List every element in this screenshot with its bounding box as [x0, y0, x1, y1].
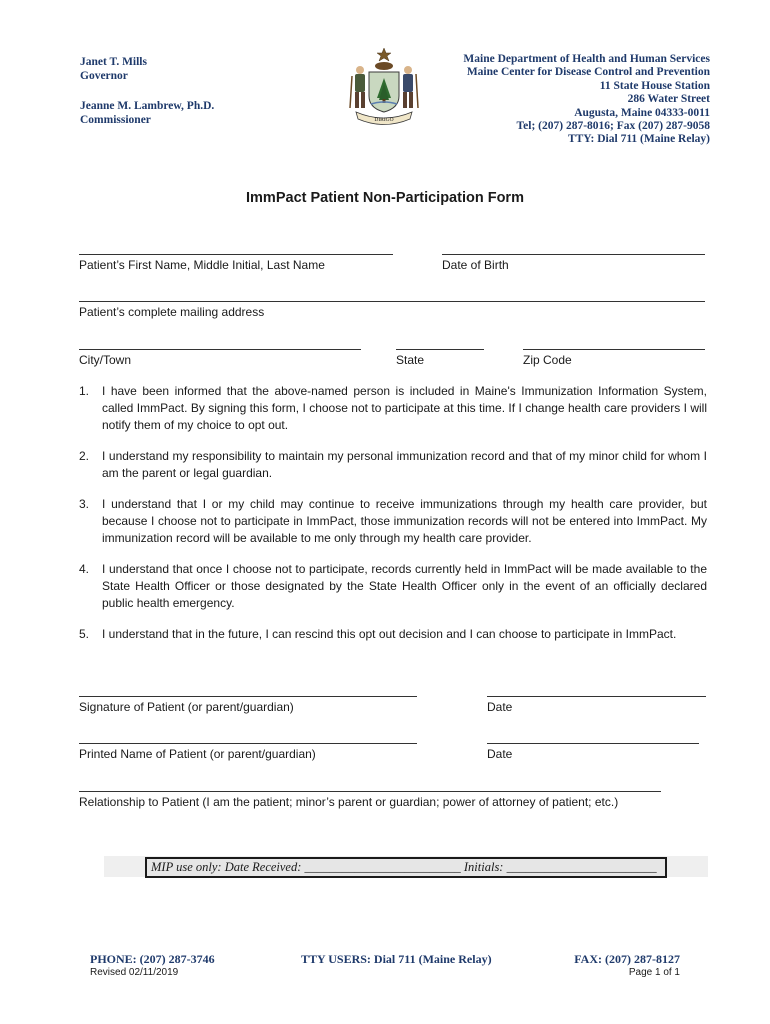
signature-date-field[interactable]: [487, 696, 706, 697]
statement-text: I have been informed that the above-named person is included in Maine's Immunization Information System, called ImmPact. By signing this form, I choose not to participate at this time. If I change health care providers I will notify them of my choice to opt out.: [102, 384, 707, 432]
department-line: Maine Center for Disease Control and Prevention: [466, 66, 710, 79]
statement-item: [79, 496, 707, 547]
governor-name: Janet T. Mills: [80, 56, 147, 68]
mailing-address-field[interactable]: [79, 301, 705, 302]
mip-use-only-text: MIP use only: Date Received: _________________________ Initials: ________________________: [151, 860, 657, 874]
department-line: TTY: Dial 711 (Maine Relay): [567, 133, 710, 146]
mailing-address-label: Patient’s complete mailing address: [79, 305, 265, 319]
date-of-birth-label: Date of Birth: [442, 258, 509, 272]
statement-item: [79, 383, 707, 434]
revised-date: Revised 02/11/2019: [90, 967, 179, 978]
department-line: Maine Department of Health and Human Services: [463, 53, 710, 65]
patient-name-field[interactable]: [79, 254, 393, 255]
commissioner-block: [80, 100, 214, 127]
state-label: State: [396, 353, 425, 367]
department-address-block: [463, 53, 710, 147]
zip-label: Zip Code: [523, 353, 572, 367]
statement-text: I understand my responsibility to maintain my personal immunization record and that of my minor child for whom I am the parent or legal guardian.: [102, 449, 707, 480]
statement-number: 4.: [79, 562, 90, 576]
printed-name-date-field[interactable]: [487, 743, 699, 744]
patient-name-label: Patient’s First Name, Middle Initial, Last Name: [79, 258, 325, 272]
department-line: Augusta, Maine 04333-0011: [574, 106, 710, 119]
commissioner-name: Jeanne M. Lambrew, Ph.D.: [80, 100, 215, 112]
commissioner-title: Commissioner: [80, 113, 151, 126]
city-field[interactable]: [79, 349, 361, 350]
statement-text: I understand that I or my child may continue to receive immunizations through my health care provider, but because I choose not to participate in ImmPact, those immunization records will not be entered into ImmPact. My immunization record will be available to me only through my health care provider.: [102, 497, 707, 545]
statement-item: [79, 561, 707, 612]
printed-name-label: Printed Name of Patient (or parent/guardian): [79, 747, 316, 761]
statement-list: [79, 383, 707, 657]
department-line: 286 Water Street: [627, 93, 710, 106]
page-number: Page 1 of 1: [628, 967, 680, 978]
date-of-birth-field[interactable]: [442, 254, 705, 255]
maine-state-seal-icon: [342, 46, 426, 128]
governor-title: Governor: [80, 69, 128, 82]
statement-item: [79, 626, 707, 643]
signature-label: Signature of Patient (or parent/guardian): [79, 700, 294, 714]
footer-tty: TTY USERS: Dial 711 (Maine Relay): [301, 952, 492, 966]
seal-ribbon-text: DIRIGO: [374, 117, 394, 123]
relationship-field[interactable]: [79, 791, 661, 792]
department-line: 11 State House Station: [599, 79, 710, 92]
signature-field[interactable]: [79, 696, 417, 697]
statement-number: 3.: [79, 497, 90, 511]
department-line: Tel; (207) 287-8016; Fax (207) 287-9058: [516, 120, 710, 133]
relationship-label: Relationship to Patient (I am the patient; minor’s parent or guardian; power of attorney of patient; etc.): [79, 795, 619, 809]
statement-number: 2.: [79, 449, 90, 463]
mip-use-only-box: [145, 857, 667, 878]
signature-date-label: Date: [487, 700, 513, 714]
printed-name-date-label: Date: [487, 747, 513, 761]
statement-text: I understand that in the future, I can rescind this opt out decision and I can choose to participate in ImmPact.: [102, 627, 677, 641]
footer-phone: PHONE: (207) 287-3746: [90, 952, 215, 966]
state-field[interactable]: [396, 349, 484, 350]
footer-fax: FAX: (207) 287-8127: [574, 952, 680, 966]
statement-text: I understand that once I choose not to participate, records currently held in ImmPact will be made available to the State Health Officer or those designated by the State Health Officer only in the event of an officially declared public health emergency.: [102, 562, 707, 610]
statement-item: [79, 448, 707, 482]
statement-number: 5.: [79, 627, 90, 641]
printed-name-field[interactable]: [79, 743, 417, 744]
zip-field[interactable]: [523, 349, 705, 350]
governor-block: [80, 56, 147, 83]
statement-number: 1.: [79, 384, 90, 398]
city-label: City/Town: [79, 353, 132, 367]
form-title: ImmPact Patient Non-Participation Form: [246, 190, 524, 206]
